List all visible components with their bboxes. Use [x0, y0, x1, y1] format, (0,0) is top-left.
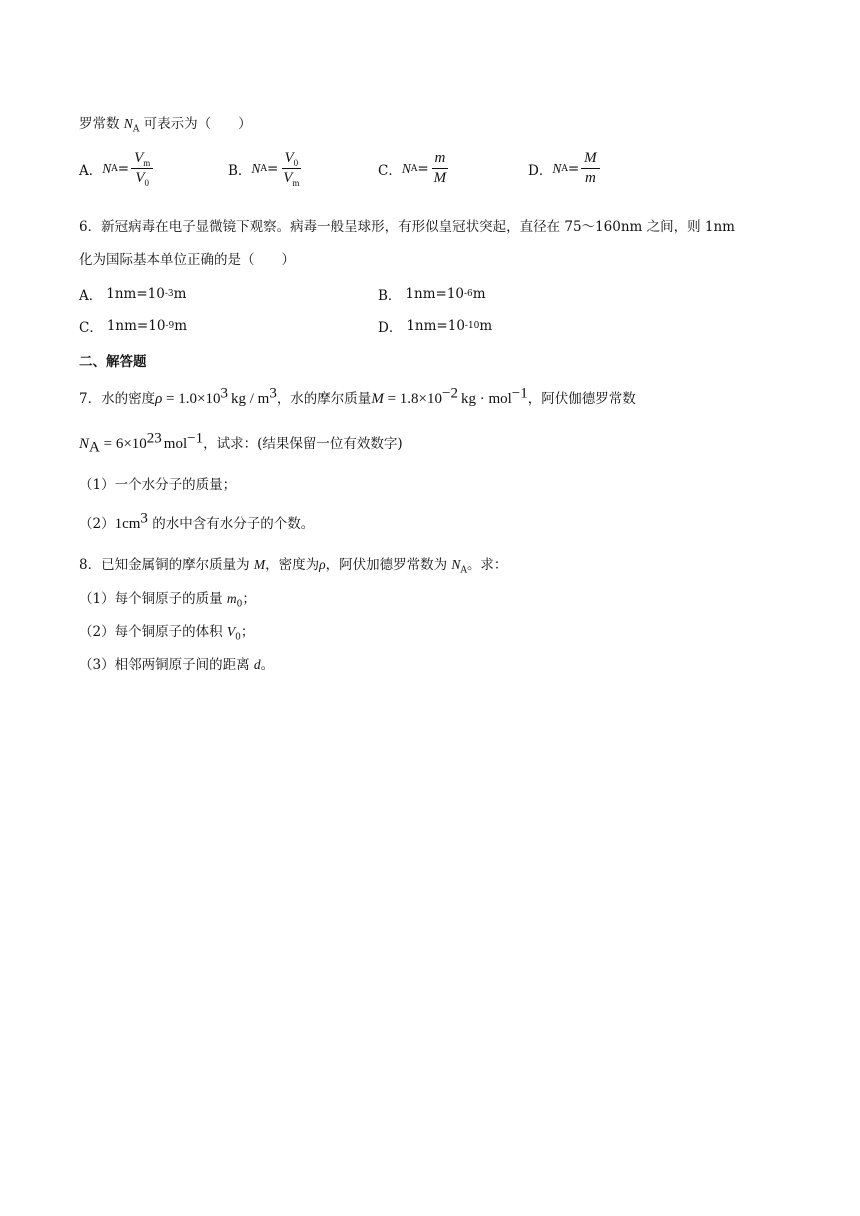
fraction-denominator: M — [433, 170, 447, 186]
option-var: N — [251, 160, 261, 176]
q5-stem-sub: A — [132, 124, 140, 135]
option-value: 1nm=10 — [106, 318, 166, 334]
q5-stem-var: N — [123, 116, 133, 131]
subquestion-text: 的水中含有水分子的个数。 — [147, 516, 315, 532]
q6-stem-line1: 6．新冠病毒在电子显微镜下观察。病毒一般呈球形，有形似皇冠状突起，直径在 75～160nm 之间，则 1nm — [79, 219, 735, 235]
q6-option-a[interactable]: A． 1nm=10 -3 m — [79, 286, 187, 304]
rho-unit-exponent: 3 — [269, 385, 277, 402]
option-value: 1nm=10 — [405, 286, 464, 302]
q8-subquestion-1: （1）每个铜原子的质量 $m_0$； — [79, 591, 256, 610]
molar-mass-symbol: M — [371, 391, 384, 407]
option-label: C． — [79, 320, 103, 336]
avogadro-unit-exponent: −1 — [187, 430, 204, 447]
q5-stem-post: 可表示为（ ） — [139, 116, 252, 132]
volume-exponent: 3 — [140, 510, 148, 527]
rho-unit: kg / m — [230, 391, 270, 407]
option-var: N — [552, 160, 562, 176]
fraction — [131, 150, 153, 187]
q7-stem-line1 — [79, 387, 636, 408]
q7-subquestion-2 — [79, 512, 314, 533]
fraction-numerator: M — [581, 150, 600, 169]
fraction-numerator: m — [432, 150, 449, 169]
avogadro-subscript: A — [89, 439, 100, 456]
option-value: 1nm=10 — [106, 286, 165, 302]
option-eq: = — [417, 160, 429, 177]
q8-subquestion-2: （2）每个铜原子的体积 $V_0$； — [79, 624, 255, 643]
q5-option-d[interactable]: D． N A = $\frac{M}{m}$ — [528, 150, 600, 187]
q5-stem-text: 罗常数 — [79, 116, 124, 132]
option-label: D． — [378, 320, 403, 336]
molar-mass-unit: kg · mol — [460, 391, 512, 407]
q7-text: ，试求：(结果保留一位有效数字) — [203, 436, 403, 452]
option-label: A． — [79, 288, 103, 304]
option-label: D． — [528, 162, 553, 179]
option-eq: = — [117, 160, 130, 177]
fraction-denominator: $V_0$ — [135, 170, 149, 188]
q7-text: ，阿伏伽德罗常数 — [527, 391, 636, 407]
subquestion-label: （2） — [79, 516, 115, 532]
option-eq: = — [266, 160, 279, 177]
avogadro-value: = 6×10 — [99, 436, 147, 452]
molar-mass-value: = 1.8×10 — [383, 391, 442, 407]
option-eq: = — [567, 160, 580, 177]
option-var: N — [401, 160, 411, 176]
fraction — [581, 150, 600, 187]
option-unit: m — [174, 318, 188, 334]
option-unit: m — [472, 286, 486, 302]
molar-mass-exponent: −2 — [441, 385, 458, 402]
q6-option-d[interactable]: D． 1nm=10 -10 m — [378, 318, 493, 336]
option-unit: m — [479, 318, 493, 334]
q6-option-b[interactable]: B． 1nm=10 -6 m — [378, 286, 486, 304]
avogadro-exponent: 23 — [146, 430, 162, 447]
q7-subquestion-1: （1）一个水分子的质量； — [79, 477, 237, 493]
avogadro-unit: mol — [163, 436, 188, 452]
option-label: B． — [378, 288, 402, 304]
q5-option-c[interactable]: C． N A = $\frac{m}{M}$ — [378, 150, 449, 187]
fraction-numerator: $V_0$ — [282, 150, 302, 169]
rho-symbol: ρ — [155, 391, 163, 407]
section-title: 二、解答题 — [79, 354, 147, 370]
q8-stem: 8．已知金属铜的摩尔质量为 M，密度为ρ，阿伏加德罗常数为 $N_A$。求： — [79, 557, 508, 576]
fraction-denominator: $V_m$ — [283, 170, 300, 188]
option-var: N — [102, 160, 112, 176]
q5-stem — [79, 112, 252, 135]
q5-option-b[interactable]: B． N A = $\frac{V_0}{V_m}$ — [228, 150, 302, 187]
q7-text: 7．水的密度 — [79, 391, 156, 407]
fraction — [431, 150, 450, 187]
rho-exponent: 3 — [220, 385, 228, 402]
q6-stem-line2: 化为国际基本单位正确的是（ ） — [79, 252, 295, 268]
avogadro-symbol: N — [79, 436, 90, 452]
option-label: C． — [378, 162, 402, 179]
fraction — [280, 150, 302, 187]
option-unit: m — [173, 286, 187, 302]
fraction-numerator: $V_m$ — [131, 150, 153, 169]
q7-stem-line2 — [79, 430, 403, 456]
option-label: B． — [228, 162, 252, 179]
molar-mass-unit-exponent: −1 — [511, 385, 528, 402]
q8-subquestion-3: （3）相邻两铜原子间的距离 d。 — [79, 657, 275, 673]
volume-value: 1cm — [114, 516, 141, 532]
q6-option-c[interactable]: C． 1nm=10 -9 m — [79, 318, 188, 336]
option-value: 1nm=10 — [406, 318, 465, 334]
option-label: A． — [79, 162, 103, 179]
rho-value: = 1.0×10 — [162, 391, 221, 407]
fraction-denominator: m — [584, 170, 596, 186]
q7-text: ，水的摩尔质量 — [276, 391, 372, 407]
q5-option-a[interactable]: A． N A = $\frac{V_m}{V_0}$ — [79, 150, 153, 187]
